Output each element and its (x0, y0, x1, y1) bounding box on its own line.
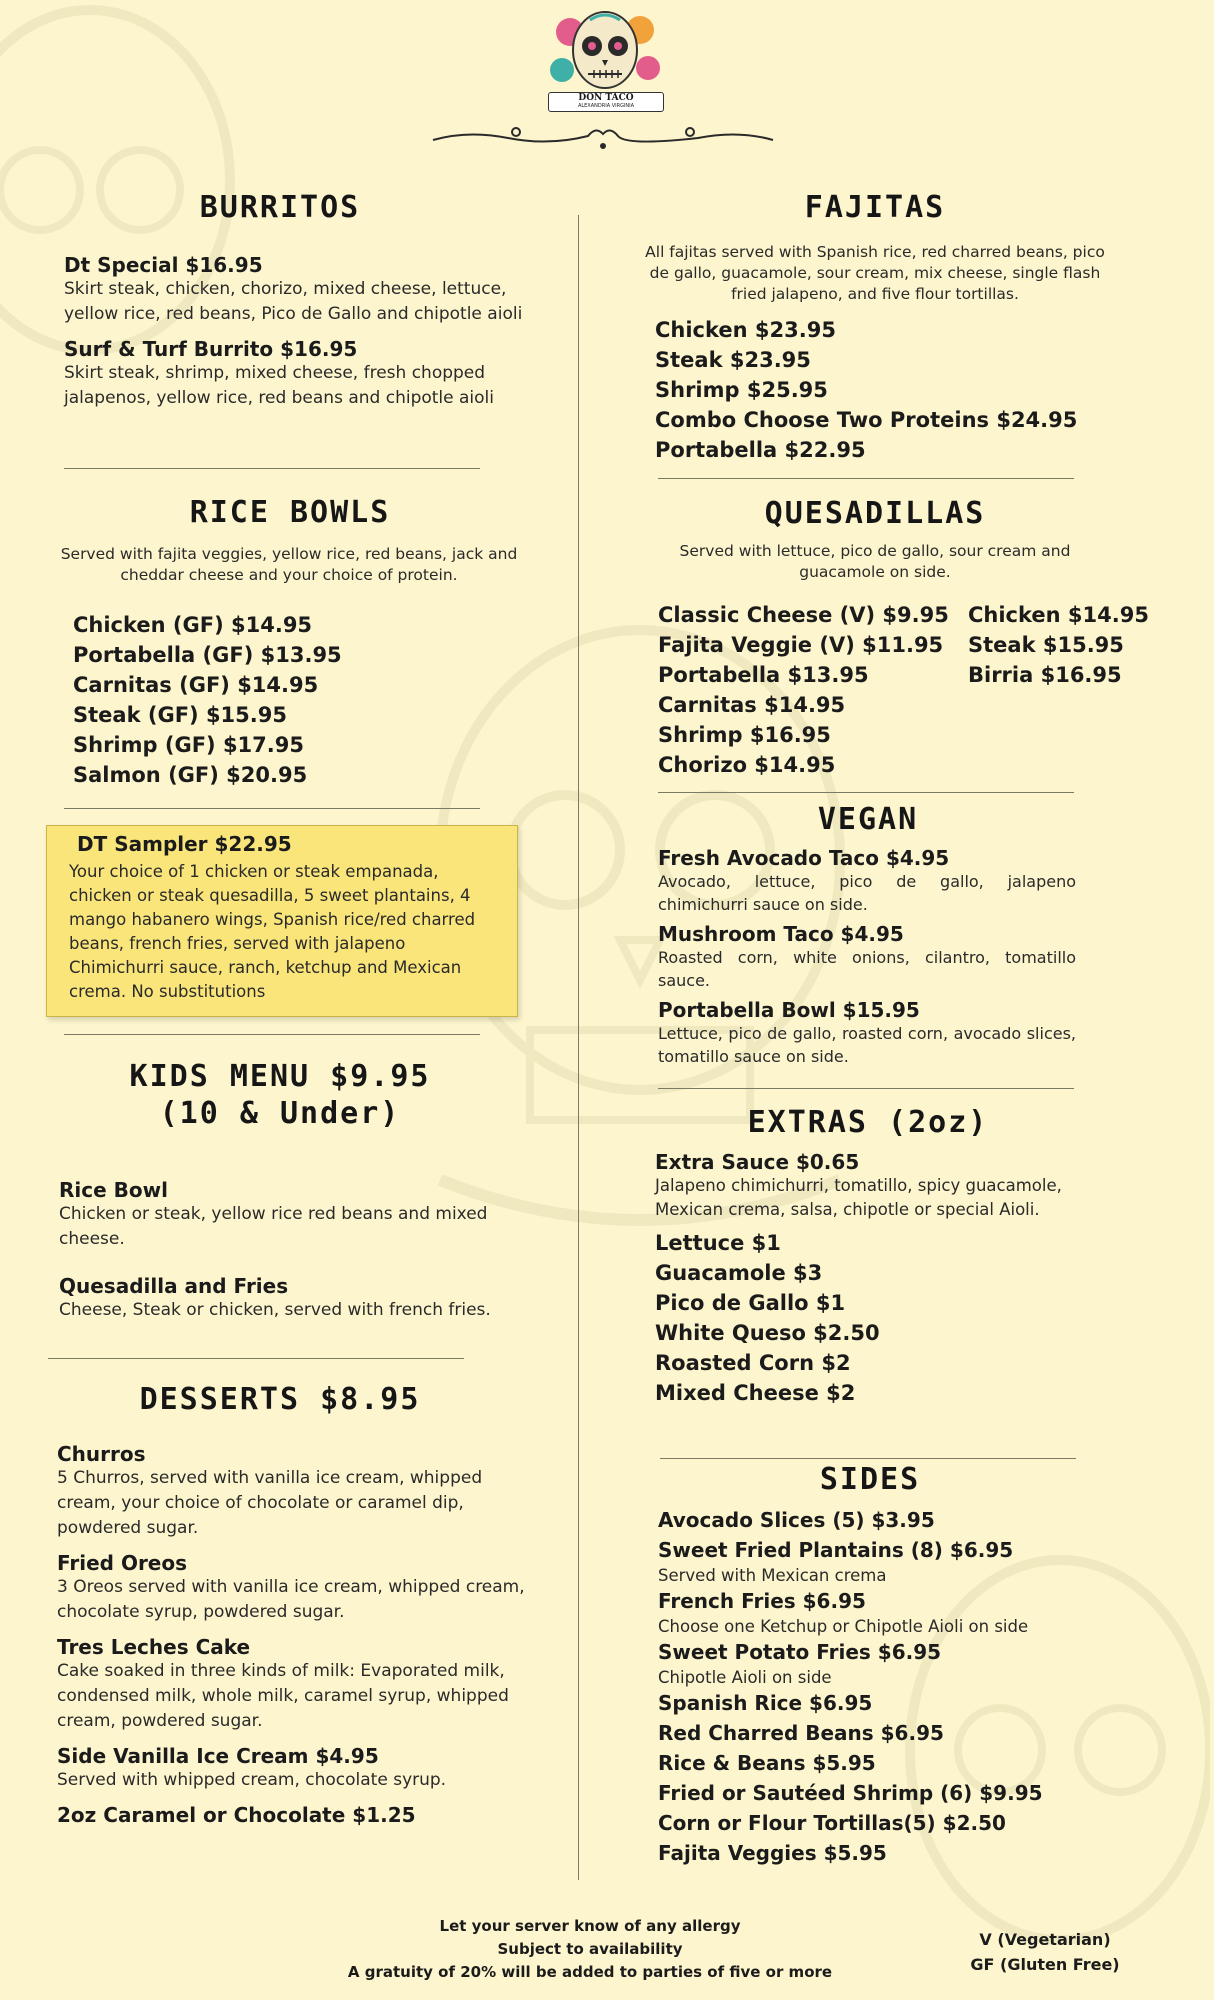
list-item: Fajita Veggie (V) $11.95 (658, 633, 944, 657)
menu-item (658, 1505, 1158, 1535)
rice-bowls-intro: Served with fajita veggies, yellow rice, red beans, jack and cheddar cheese and your choice of protein. (60, 545, 518, 584)
center-divider (578, 215, 579, 1880)
list-item: Mixed Cheese $2 (655, 1381, 856, 1405)
list-item: Birria $16.95 (968, 663, 1122, 687)
item-description: Served with whipped cream, chocolate syrup. (57, 1770, 447, 1790)
fajitas-heading: FAJITAS (804, 190, 946, 225)
item-title: Dt Special $16.95 (64, 253, 263, 277)
sampler-description: Your choice of 1 chicken or steak empanada, chicken or steak quesadilla, 5 sweet plantains, 4 mango habanero wings, Spanish rice/red charred beans, french fries, served with jalapeno Chimichurri sauce, ranch, ketchup and Mexican crema. No substitutions (69, 862, 476, 1001)
menu-item (57, 1635, 543, 1734)
list-item: Chicken $14.95 (968, 603, 1149, 627)
quesadillas-list-left (658, 600, 968, 780)
list-item: Portabella $13.95 (658, 663, 869, 687)
quesadillas-intro: Served with lettuce, pico de gallo, sour cream and guacamole on side. (679, 542, 1071, 581)
item-title: Side Vanilla Ice Cream $4.95 (57, 1744, 379, 1768)
item-title: Fried Oreos (57, 1551, 188, 1575)
list-item: Chicken $23.95 (655, 318, 836, 342)
section-divider (48, 1358, 464, 1359)
item-title: French Fries $6.95 (658, 1589, 866, 1613)
section-divider (64, 468, 480, 469)
list-item: White Queso $2.50 (655, 1321, 880, 1345)
item-title: Corn or Flour Tortillas(5) $2.50 (658, 1811, 1006, 1835)
sides-heading: SIDES (819, 1462, 921, 1497)
menu-item (59, 1274, 539, 1323)
item-description: 5 Churros, served with vanilla ice cream, whipped cream, your choice of chocolate or caramel dip, powdered sugar. (57, 1468, 483, 1538)
item-description: Lettuce, pico de gallo, roasted corn, avocado slices, tomatillo sauce on side. (658, 1024, 1076, 1066)
kids-menu-title: KIDS MENU $9.95 (129, 1059, 431, 1094)
desserts-list (57, 1442, 543, 1837)
item-description: Skirt steak, shrimp, mixed cheese, fresh chopped jalapenos, yellow rice, red beans and chipotle aioli (64, 363, 495, 408)
menu-item (658, 1808, 1158, 1838)
sampler-box (46, 825, 518, 1017)
section-divider (660, 1458, 1076, 1459)
list-item: Carnitas (GF) $14.95 (73, 673, 319, 697)
menu-item (57, 1744, 543, 1793)
section-divider (658, 1088, 1074, 1089)
menu-item (658, 1688, 1158, 1718)
item-title: Tres Leches Cake (57, 1635, 251, 1659)
item-title: Quesadilla and Fries (59, 1274, 289, 1298)
quesadillas-list-right (968, 600, 1168, 690)
menu-item (64, 253, 544, 327)
item-description: Chicken or steak, yellow rice red beans and mixed cheese. (59, 1204, 488, 1249)
list-item: Combo Choose Two Proteins $24.95 (655, 408, 1078, 432)
list-item: Salmon (GF) $20.95 (73, 763, 308, 787)
item-description: Jalapeno chimichurri, tomatillo, spicy guacamole, Mexican crema, salsa, chipotle or special Aioli. (655, 1176, 1062, 1219)
menu-item (658, 1637, 1158, 1688)
item-description: Cheese, Steak or chicken, served with french fries. (59, 1300, 491, 1320)
section-divider (64, 808, 480, 809)
fajitas-intro: All fajitas served with Spanish rice, red charred beans, pico de gallo, guacamole, sour cream, mix cheese, single flash fried jalapeno, and five flour tortillas. (645, 243, 1105, 303)
sugar-skull-icon (540, 2, 670, 102)
list-item: Pico de Gallo $1 (655, 1291, 846, 1315)
list-item: Portabella (GF) $13.95 (73, 643, 342, 667)
list-item: Roasted Corn $2 (655, 1351, 851, 1375)
logo-name: DON TACO (578, 93, 634, 103)
rice-bowls-heading: RICE BOWLS (189, 495, 391, 530)
list-item: Steak $23.95 (655, 348, 811, 372)
burritos-list (64, 253, 544, 421)
item-title: Fried or Sautéed Shrimp (6) $9.95 (658, 1781, 1043, 1805)
logo-banner (548, 92, 664, 112)
ornament-divider-icon (428, 122, 778, 152)
item-description: Served with Mexican crema (658, 1566, 887, 1585)
list-item: Steak $15.95 (968, 633, 1124, 657)
item-title: 2oz Caramel or Chocolate $1.25 (57, 1803, 416, 1827)
extras-sauce (655, 1150, 1115, 1222)
kids-list (59, 1178, 539, 1333)
list-item: Lettuce $1 (655, 1231, 781, 1255)
item-title: Sweet Fried Plantains (8) $6.95 (658, 1538, 1014, 1562)
item-description: Chipotle Aioli on side (658, 1668, 832, 1687)
kids-menu-age: (10 & Under) (159, 1096, 401, 1131)
item-title: Fresh Avocado Taco $4.95 (658, 846, 950, 870)
burritos-heading: BURRITOS (199, 190, 361, 225)
menu-item (658, 846, 1076, 916)
menu-item (658, 998, 1076, 1068)
menu-item (658, 1586, 1158, 1637)
item-description: Cake soaked in three kinds of milk: Evaporated milk, condensed milk, whole milk, caramel syrup, whipped cream, powdered sugar. (57, 1661, 509, 1731)
vegan-heading: VEGAN (817, 802, 919, 837)
extras-list (655, 1228, 1075, 1408)
item-description: Avocado, lettuce, pico de gallo, jalapeno chimichurri sauce on side. (658, 872, 1076, 914)
list-item: Shrimp $16.95 (658, 723, 831, 747)
sides-list (658, 1505, 1158, 1868)
item-title: Extra Sauce $0.65 (655, 1150, 860, 1174)
list-item: Carnitas $14.95 (658, 693, 846, 717)
menu-item (57, 1551, 543, 1625)
fajitas-list (655, 315, 1155, 465)
list-item: Classic Cheese (V) $9.95 (658, 603, 949, 627)
list-item: Shrimp $25.95 (655, 378, 828, 402)
footer-notes (300, 1915, 880, 1984)
menu-item (64, 337, 544, 411)
kids-menu-heading (50, 1058, 510, 1132)
menu-item (658, 1838, 1158, 1868)
item-title: Sweet Potato Fries $6.95 (658, 1640, 942, 1664)
section-divider (64, 1034, 480, 1035)
section-divider (658, 478, 1074, 479)
item-title: Rice & Beans $5.95 (658, 1751, 876, 1775)
list-item: Chicken (GF) $14.95 (73, 613, 313, 637)
item-title: Fajita Veggies $5.95 (658, 1841, 887, 1865)
menu-item (658, 922, 1076, 992)
desserts-heading: DESSERTS $8.95 (139, 1382, 421, 1417)
item-title: Churros (57, 1442, 146, 1466)
menu-item (57, 1803, 543, 1827)
item-title: Rice Bowl (59, 1178, 168, 1202)
extras-heading: EXTRAS (2oz) (747, 1105, 989, 1140)
item-title: Red Charred Beans $6.95 (658, 1721, 944, 1745)
item-description: 3 Oreos served with vanilla ice cream, whipped cream, chocolate syrup, powdered sugar. (57, 1577, 525, 1622)
item-title: Spanish Rice $6.95 (658, 1691, 873, 1715)
menu-item (658, 1718, 1158, 1748)
menu-item (658, 1748, 1158, 1778)
legend-gluten-free: GF (Gluten Free) (970, 1955, 1120, 1974)
list-item: Shrimp (GF) $17.95 (73, 733, 304, 757)
list-item: Chorizo $14.95 (658, 753, 836, 777)
list-item: Steak (GF) $15.95 (73, 703, 287, 727)
sampler-title: DT Sampler $22.95 (77, 832, 292, 856)
item-title: Avocado Slices (5) $3.95 (658, 1508, 935, 1532)
item-description: Skirt steak, chicken, chorizo, mixed cheese, lettuce, yellow rice, red beans, Pico de Gallo and chipotle aioli (64, 279, 523, 324)
quesadillas-heading: QUESADILLAS (764, 496, 986, 531)
logo-subtitle: ALEXANDRIA VIRGINIA (577, 103, 635, 109)
vegan-list (658, 846, 1076, 1068)
menu-item (57, 1442, 543, 1541)
item-title: Surf & Turf Burrito $16.95 (64, 337, 358, 361)
item-title: Mushroom Taco $4.95 (658, 922, 904, 946)
menu-item (59, 1178, 539, 1252)
rice-bowls-list (73, 610, 473, 790)
gratuity-note: A gratuity of 20% will be added to parties of five or more (347, 1963, 833, 1981)
item-description: Choose one Ketchup or Chipotle Aioli on side (658, 1617, 1029, 1636)
item-description: Roasted corn, white onions, cilantro, tomatillo sauce. (658, 948, 1076, 990)
allergy-note: Let your server know of any allergy (439, 1917, 741, 1935)
availability-note: Subject to availability (497, 1940, 683, 1958)
logo (540, 2, 670, 127)
section-divider (658, 792, 1074, 793)
list-item: Guacamole $3 (655, 1261, 823, 1285)
list-item: Portabella $22.95 (655, 438, 866, 462)
menu-item (658, 1778, 1158, 1808)
legend-vegetarian: V (Vegetarian) (979, 1930, 1111, 1949)
item-title: Portabella Bowl $15.95 (658, 998, 920, 1022)
dietary-legend (945, 1927, 1145, 1977)
menu-item (658, 1535, 1158, 1586)
